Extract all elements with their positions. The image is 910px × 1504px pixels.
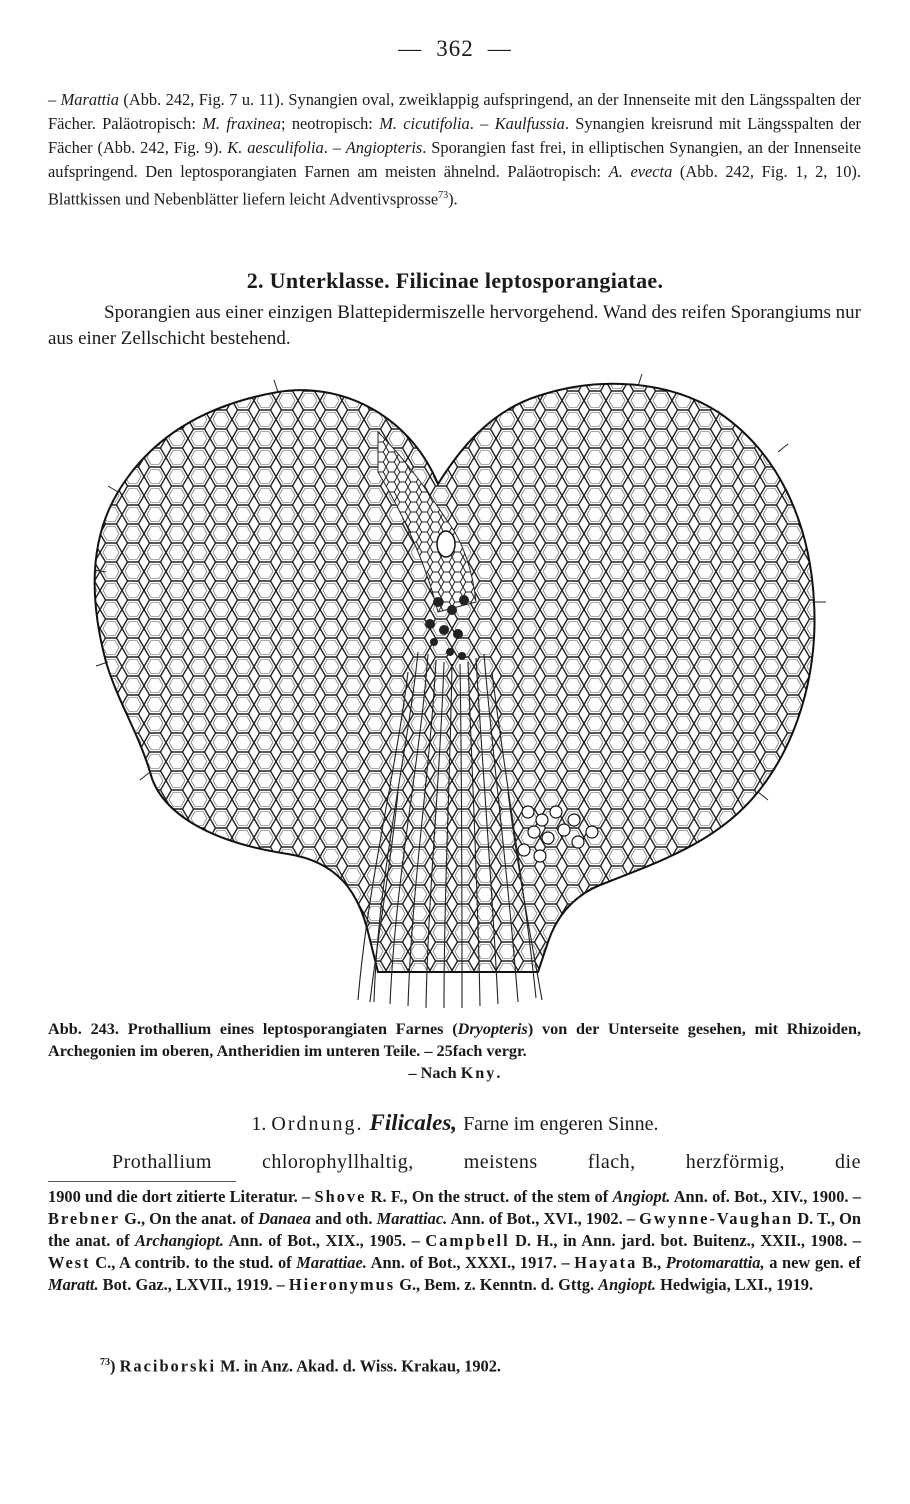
- section-heading: 2. Unterklasse. Filicinae leptosporangiatae.: [246, 268, 664, 293]
- prothallium-illustration: [78, 372, 830, 1012]
- footnote-author: Raciborski: [119, 1356, 217, 1376]
- section-description: Sporangien aus einer einzigen Blattepidermiszelle hervorgehend. Wand des reifen Sporangiums nur aus einer Zellschicht bestehend.: [48, 302, 862, 349]
- order-word: Ordnung.: [271, 1113, 364, 1135]
- caption-genus: Dryopteris: [457, 1020, 528, 1038]
- taxon-kaulfussia: Kaulfussia: [494, 114, 565, 133]
- figure-caption: Abb. 243. Prothallium eines leptosporangiaten Farnes (Dryopteris) von der Unterseite gesehen, mit Rhizoiden, Archegonien im oberen, Antheridien im unteren Teile. – 25fach vergr. – Nach Kny.: [48, 1020, 861, 1082]
- taxon-aesculifolia: K. aesculifolia: [227, 138, 324, 157]
- prothallium-body: [95, 384, 815, 972]
- caption-author: Kny: [460, 1064, 497, 1082]
- order-heading: 1. Ordnung. Filicales, Farne im engeren Sinne.: [251, 1110, 659, 1135]
- page-number: [0, 36, 910, 62]
- footnote-ref: 73: [438, 190, 449, 201]
- page-number-dash-left: —: [398, 36, 423, 61]
- order-name: Filicales,: [369, 1110, 458, 1135]
- footnote-73: $^{73}$) Raciborski M. in Anz. Akad. d. Wiss. Krakau, 1902.: [100, 1356, 502, 1376]
- intro-paragraph: – Marattia (Abb. 242, Fig. 7 u. 11). Synangien oval, zweiklappig aufspringend, an der Innenseite mit den Längsspalten der Fächer. Paläotropisch: M. fraxinea; neotropisch: M. cicutifolia. – Kaulfussia. Synangien kreisrund mit Längsspalten der Fächer (Abb. 242, Fig. 9). K. aesculifolia. – Angiopteris. Sporangien fast frei, in elliptischen Synangien, an der Innenseite aufspringend. Den leptosporangiaten Farnen am meisten ähnelnd. Paläotropisch: A. evecta (Abb. 242, Fig. 1, 2, 10). Blattkissen und Nebenblätter liefern leicht Adventivsprosse$^{73}$).: [48, 90, 862, 209]
- prothallium-text: Prothallium chlorophyllhaltig, meistens flach, herzförmig, die: [112, 1151, 861, 1173]
- taxon-cicutifolia: M. cicutifolia: [379, 114, 470, 133]
- page-number-dash-right: —: [487, 36, 512, 61]
- page-number-value: 362: [436, 36, 474, 61]
- references-block: 1900 und die dort zitierte Literatur. – Shove R. F., On the struct. of the stem of Angiopt. Ann. of. Bot., XIV., 1900. – Brebner G., On the anat. of Danaea and oth. Marattiac. Ann. of Bot., XVI., 1902. – Gwynne-Vaughan D. T., On the anat. of Archangiopt. Ann. of Bot., XIX., 1905. – Campbell D. H., in Ann. jard. bot. Buitenz., XXII., 1908. – West C., A contrib. to the stud. of Marattiae. Ann. of Bot., XXXI., 1917. – Hayata B., Protomarattia, a new gen. ef Maratt. Bot. Gaz., LXVII., 1919. – Hieronymus G., Bem. z. Kenntn. d. Gttg. Angiopt. Hedwigia, LXI., 1919.: [48, 1187, 862, 1294]
- taxon-marattia: Marattia: [60, 90, 119, 109]
- taxon-fraxinea: M. fraxinea: [202, 114, 281, 133]
- footnote-number: 73: [100, 1357, 110, 1368]
- taxon-evecta: A. evecta: [608, 162, 673, 181]
- footnote-rule: [48, 1181, 236, 1182]
- taxon-angiopteris: Angiopteris: [345, 138, 423, 157]
